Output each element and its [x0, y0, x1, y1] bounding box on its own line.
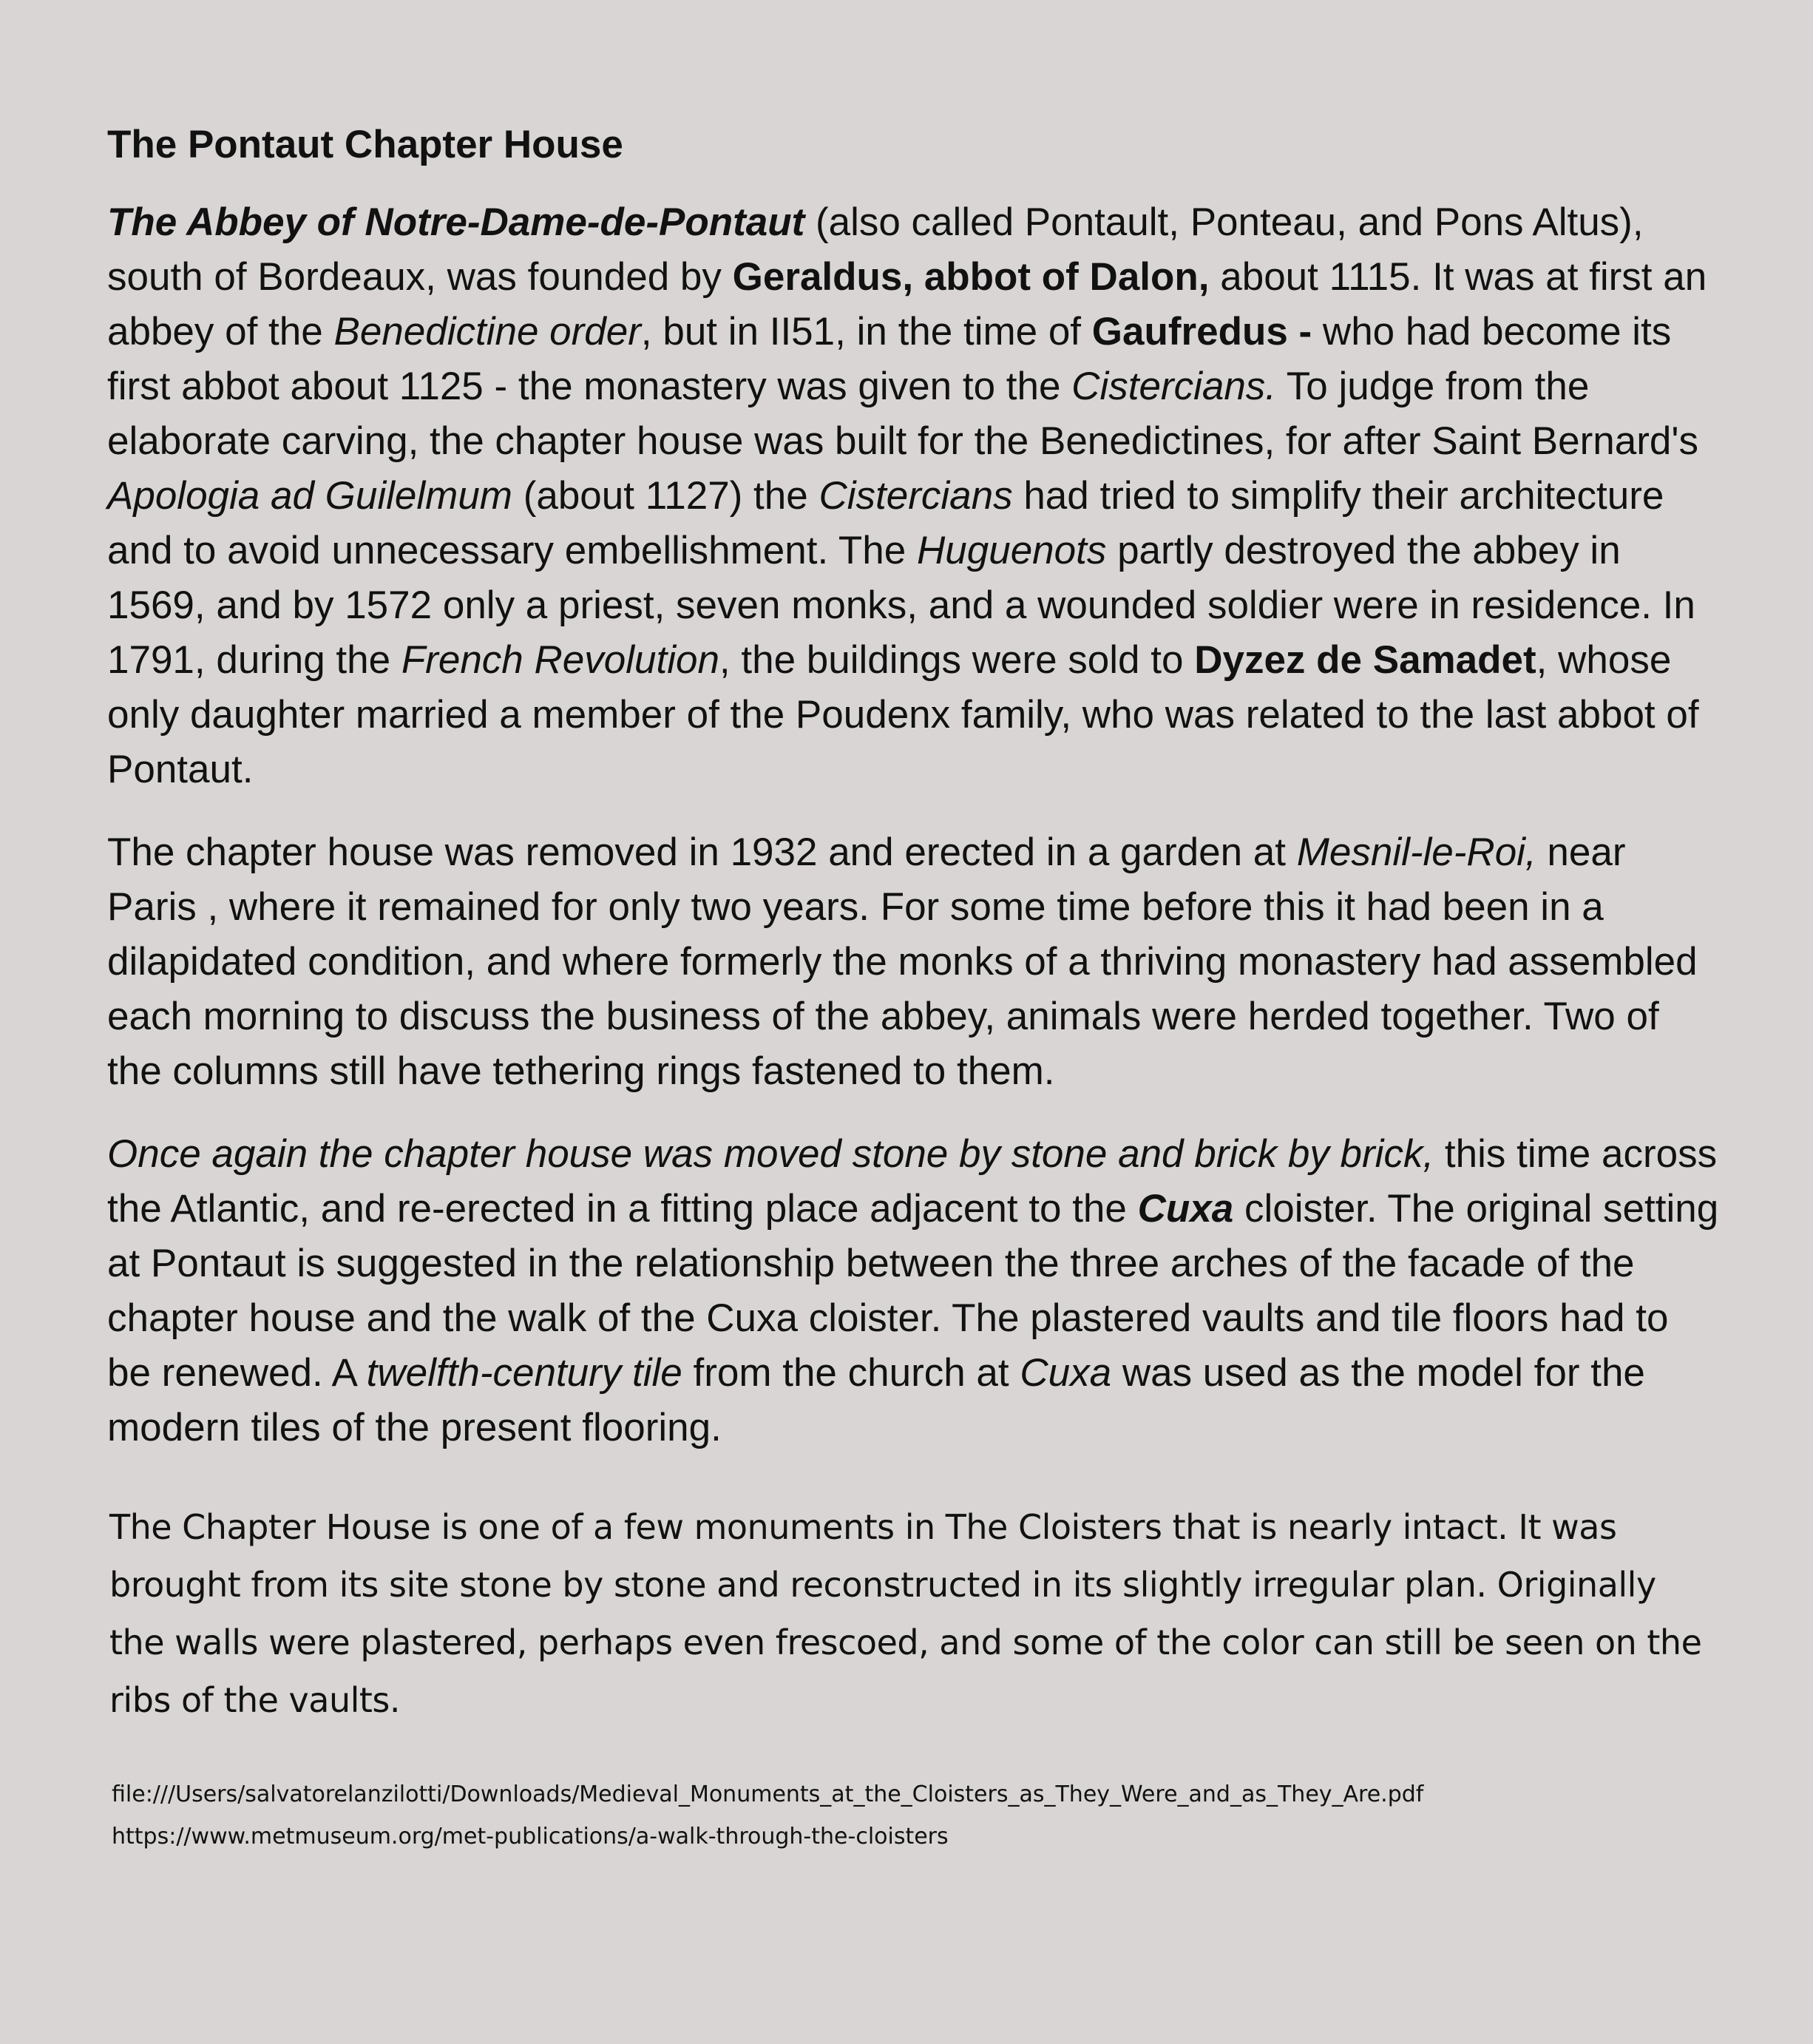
abbey-name: The Abbey of Notre-Dame-de-Pontaut	[107, 200, 805, 244]
source-link-file[interactable]: file:///Users/salvatorelanzilotti/Downloads/Medieval_Monuments_at_the_Cloisters_as_They_Were_and_as_They_Are.pdf	[112, 1781, 1424, 1807]
emphasis-text: Once again the chapter house was moved stone by stone and brick by brick,	[107, 1132, 1434, 1176]
emphasis-text: twelfth-century tile	[366, 1351, 682, 1395]
text-run: from the church at	[682, 1351, 1020, 1395]
event-name: French Revolution	[401, 638, 719, 682]
text-run: had tried to simplify their architecture and to avoid unnecessary embellishment. The	[107, 474, 1664, 572]
text-run: , whose only daughter married a member of the Poudenx family, who was related to the last abbot of Pontaut.	[107, 638, 1699, 791]
place-name: Mesnil-le-Roi,	[1296, 830, 1536, 874]
text-run: , but in II51, in the time of	[640, 310, 1092, 353]
source-link-metmuseum[interactable]: https://www.metmuseum.org/met-publications/a-walk-through-the-cloisters	[112, 1824, 949, 1850]
text-run: who had become its first abbot about 1125 - the monastery was given to the	[107, 310, 1672, 408]
place-name: Cuxa	[1020, 1351, 1112, 1395]
text-run: near Paris , where it remained for only two years. For some time before this it had been in a dilapidated condition, and where formerly the monks of a thriving monastery had assembled each morning to discuss the business of the abbey, animals were herded together. Two of the columns still have tethering rings fastened to them.	[107, 830, 1698, 1093]
paragraph-relocation	[107, 1127, 1719, 1455]
work-title: Apologia ad Guilelmum	[107, 474, 512, 518]
paragraph-removal	[107, 825, 1719, 1099]
order-name: Cistercians	[819, 474, 1013, 518]
text-run: The chapter house was removed in 1932 and erected in a garden at	[107, 830, 1297, 874]
text-run: cloister. The original setting at Pontaut is suggested in the relationship between the three arches of the facade of the chapter house and the walk of the Cuxa cloister. The plastered vaults and tile floors had to be renewed. A	[107, 1187, 1719, 1395]
text-run: was used as the model for the modern tiles of the present flooring.	[107, 1351, 1645, 1449]
text-run: about 1115. It was at first an abbey of the	[107, 255, 1707, 353]
abbot-name: Gaufredus -	[1091, 310, 1312, 353]
document-page	[107, 118, 1719, 1858]
sources-list	[112, 1773, 1719, 1858]
text-run: , the buildings were sold to	[719, 638, 1195, 682]
text-run: To judge from the elaborate carving, the chapter house was built for the Benedictines, for after Saint Bernard's	[107, 365, 1698, 463]
founder-name: Geraldus, abbot of Dalon,	[732, 255, 1210, 299]
text-run: (about 1127) the	[512, 474, 819, 518]
group-name: Huguenots	[917, 529, 1107, 572]
page-title: The Pontaut Chapter House	[107, 123, 623, 166]
place-name: Cuxa	[1137, 1187, 1234, 1231]
text-run: (also called Pontault, Ponteau, and Pons Altus), south of Bordeaux, was founded by	[107, 200, 1644, 299]
order-name: Cistercians.	[1071, 365, 1277, 408]
buyer-name: Dyzez de Samadet	[1194, 638, 1536, 682]
paragraph-description: The Chapter House is one of a few monuments in The Cloisters that is nearly intact. It was brought from its site stone by stone and reconstructed in its slightly irregular plan. Originally the walls were plastered, perhaps even frescoed, and some of the color can still be seen on the ribs of the vaults.	[109, 1507, 1702, 1720]
text-run: this time across the Atlantic, and re-erected in a fitting place adjacent to the	[107, 1132, 1718, 1231]
text-run: partly destroyed the abbey in 1569, and by 1572 only a priest, seven monks, and a wounded soldier were in residence. In 1791, during the	[107, 529, 1695, 682]
paragraph-history	[107, 195, 1719, 797]
order-name: Benedictine order	[333, 310, 641, 353]
